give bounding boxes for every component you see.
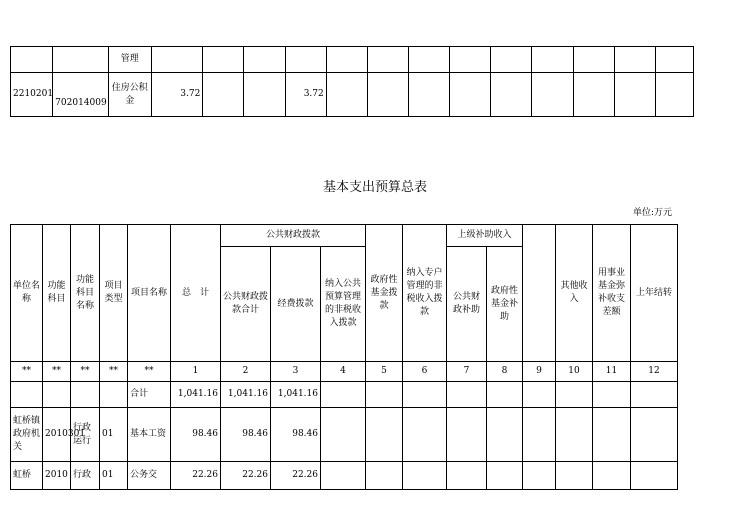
cell-item-name: 管理: [108, 47, 151, 73]
unit-label: 单位:万元: [632, 208, 672, 218]
cell-func: 2010: [43, 462, 71, 490]
index-cell: **: [128, 362, 171, 382]
header-superior: 上级补助收入: [447, 225, 523, 247]
cell-type: 01: [100, 408, 128, 462]
header-unit-name: 单位名称: [11, 225, 43, 362]
index-cell: 2: [221, 362, 271, 382]
budget-summary-table: [10, 224, 678, 490]
cell-pf-total: 98.46: [221, 408, 271, 462]
header-public-fiscal-total: 公共财政拨款合计: [221, 247, 271, 362]
cell-pf-total: 1,041.16: [221, 382, 271, 408]
cell-item-name: 住房公积金: [108, 73, 151, 117]
index-cell: 3: [271, 362, 321, 382]
page-title: 基本支出预算总表: [322, 180, 427, 195]
index-cell: 8: [487, 362, 523, 382]
cell-unit: 虹桥: [11, 462, 43, 490]
cell-type: [100, 382, 128, 408]
header-superior-public: 公共财政补助: [447, 247, 487, 362]
cell-funding: 22.26: [271, 462, 321, 490]
header-public-fiscal: 公共财政拨款: [221, 225, 366, 247]
cell-func: [43, 382, 71, 408]
cell-funding: 1,041.16: [271, 382, 321, 408]
table-row: [11, 382, 678, 408]
header-special-nontax: 纳入专户管理的非税收入拨款: [403, 225, 447, 362]
cell-item-name: 合计: [128, 382, 171, 408]
cell-total: 22.26: [171, 462, 221, 490]
cell-unit: [11, 382, 43, 408]
cell-type: 01: [100, 462, 128, 490]
index-row: [11, 362, 678, 382]
cell-total: 3.72: [151, 73, 202, 117]
index-cell: **: [100, 362, 128, 382]
cell-total: 98.46: [171, 408, 221, 462]
header-item-name: 项目名称: [128, 225, 171, 362]
cell-item-code: 702014009: [53, 73, 109, 117]
index-cell: 5: [366, 362, 403, 382]
cell-func-name: 行政: [71, 462, 100, 490]
index-cell: **: [11, 362, 43, 382]
index-cell: 12: [631, 362, 678, 382]
header-last-year: 上年结转: [631, 225, 678, 362]
cell-func-name: [71, 382, 100, 408]
header-enterprise-fund: 用事业基金弥补收支差额: [593, 225, 631, 362]
cell-value: 3.72: [285, 73, 326, 117]
index-cell: **: [43, 362, 71, 382]
header-func-subject: 功能科目: [43, 225, 71, 362]
header-other-income: 其他收入: [556, 225, 593, 362]
table-row: [11, 73, 694, 117]
header-total: 总 计: [171, 225, 221, 362]
index-cell: 11: [593, 362, 631, 382]
cell-total: 1,041.16: [171, 382, 221, 408]
table-row: [11, 47, 694, 73]
index-cell: 4: [321, 362, 366, 382]
index-cell: 9: [523, 362, 556, 382]
table-row: [11, 408, 678, 462]
table-row: [11, 462, 678, 490]
cell-unit: 虹桥镇政府机关: [11, 408, 43, 462]
header-item-type: 项目类型: [100, 225, 128, 362]
index-cell: 1: [171, 362, 221, 382]
header-superior-gov: 政府性基金补助: [487, 247, 523, 362]
header-gov-fund: 政府性基金拨款: [366, 225, 403, 362]
index-cell: **: [71, 362, 100, 382]
cell-func-subject: 2210201: [11, 73, 53, 117]
header-funding: 经费拨款: [271, 247, 321, 362]
index-cell: 10: [556, 362, 593, 382]
header-nontax: 纳入公共预算管理的非税收入拨款: [321, 247, 366, 362]
cell-func: 2010301: [43, 408, 71, 462]
cell-pf-total: 22.26: [221, 462, 271, 490]
index-cell: 6: [403, 362, 447, 382]
header-func-subject-name: 功能科目名称: [71, 225, 100, 362]
header-row: [11, 225, 678, 247]
cell-funding: 98.46: [271, 408, 321, 462]
top-continuation-table: [10, 46, 694, 117]
cell-item-name: 基本工资: [128, 408, 171, 462]
cell-item-name: 公务交: [128, 462, 171, 490]
index-cell: 7: [447, 362, 487, 382]
cell-func-name: 行政运行: [71, 408, 100, 462]
